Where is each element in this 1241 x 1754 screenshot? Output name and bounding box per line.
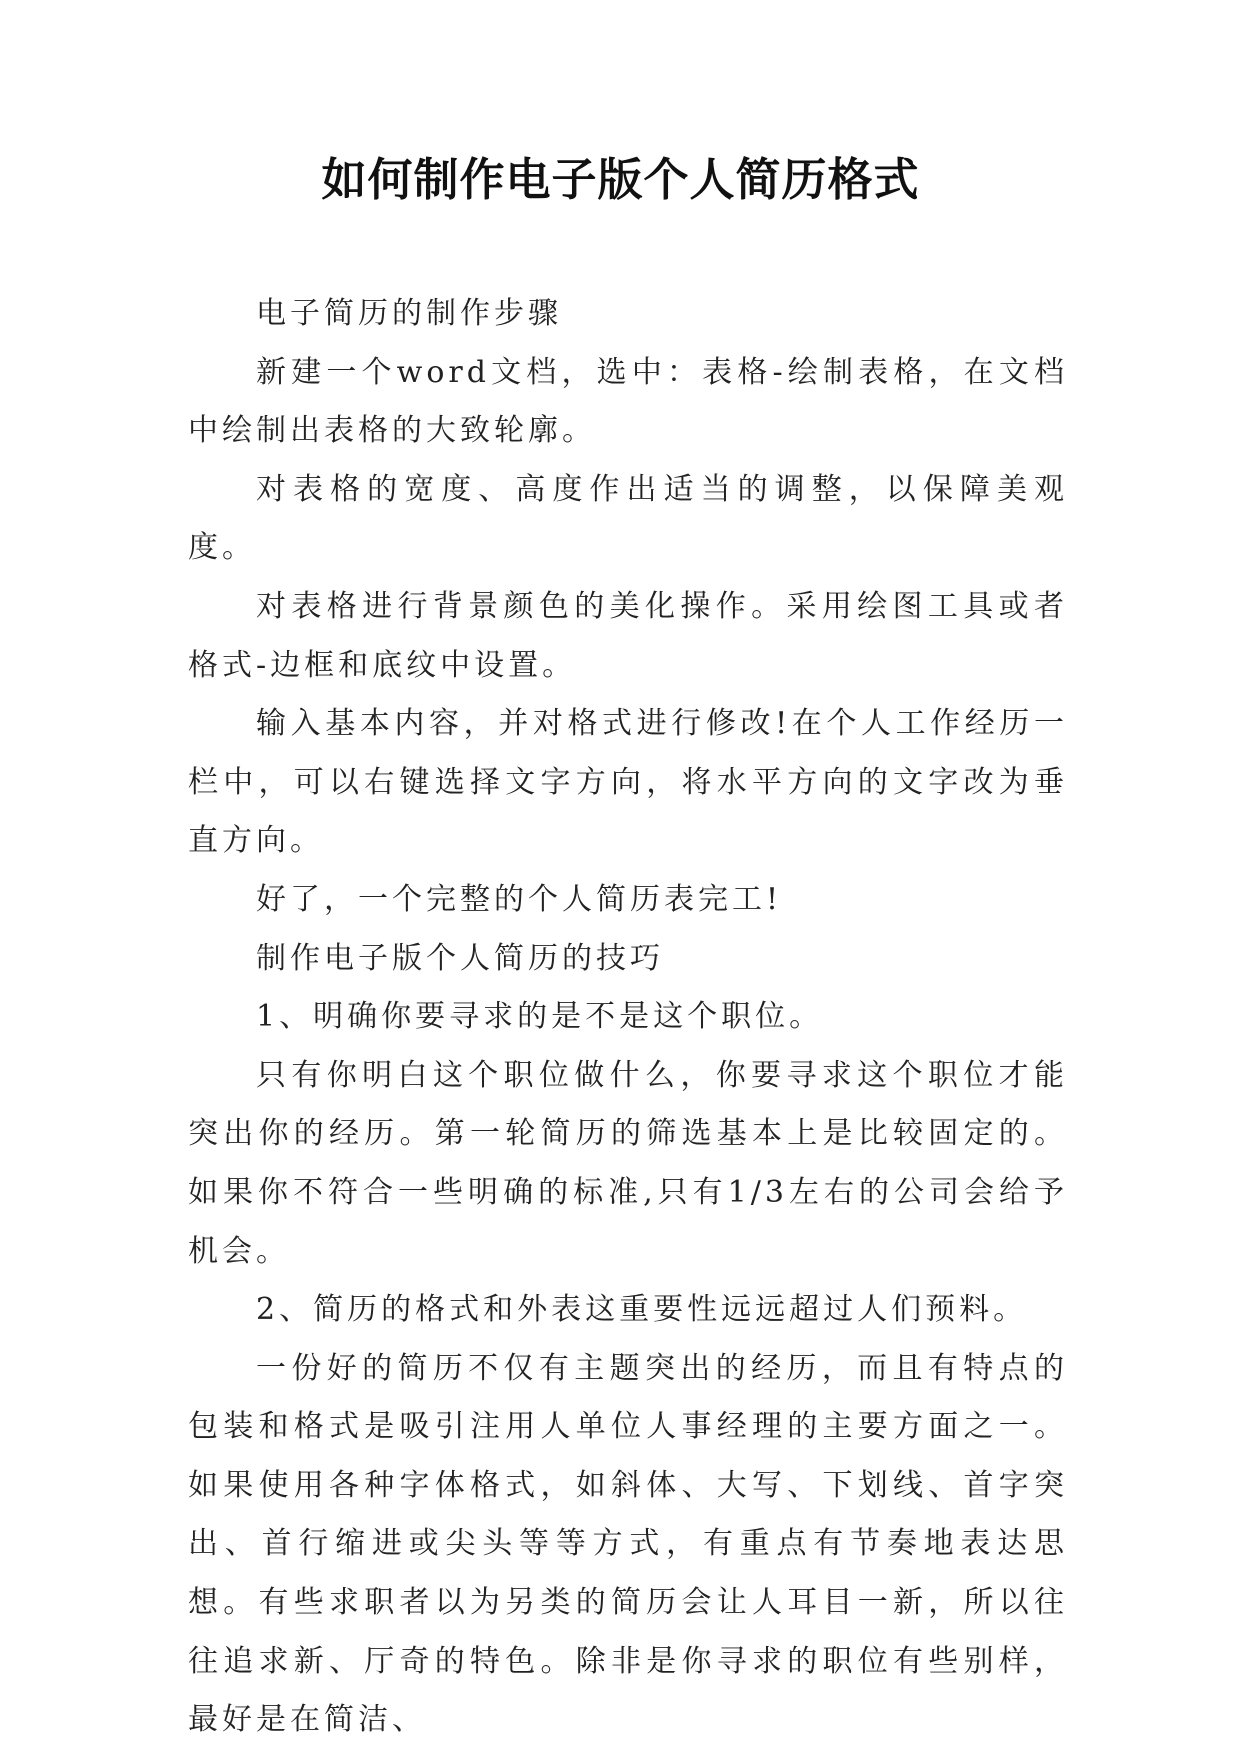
document-title: 如何制作电子版个人简历格式 — [321, 153, 920, 206]
paragraph-step-1: 新建一个word文档，选中：表格-绘制表格，在文档中绘制出表格的大致轮廓。 — [188, 354, 1068, 449]
paragraph-tip-1-heading: 1、明确你要寻求的是不是这个职位。 — [256, 999, 824, 1035]
paragraph-heading-steps: 电子简历的制作步骤 — [256, 296, 562, 331]
paragraph-heading-tips: 制作电子版个人简历的技巧 — [256, 940, 664, 976]
paragraph-step-3: 对表格进行背景颜色的美化操作。采用绘图工具或者格式-边框和底纹中设置。 — [188, 588, 1068, 683]
paragraph-step-5: 好了，一个完整的个人简历表完工! — [256, 881, 783, 917]
paragraph-step-4: 输入基本内容，并对格式进行修改!在个人工作经历一栏中，可以右键选择文字方向，将水平方向的文字改为垂直方向。 — [188, 706, 1068, 859]
paragraph-step-2: 对表格的宽度、高度作出适当的调整，以保障美观度。 — [188, 471, 1068, 566]
paragraph-tip-2-body: 一份好的简历不仅有主题突出的经历，而且有特点的包装和格式是吸引注用人单位人事经理的主要方面之一。如果使用各种字体格式，如斜体、大写、下划线、首字突出、首行缩进或尖头等等方式，有重点有节奏地表达思想。有些求职者以为另类的简历会让人耳目一新，所以往往追求新、厅奇的特色。除非是你寻求的职位有些别样，最好是在简洁、 — [188, 1350, 1068, 1738]
paragraph-tip-2-heading: 2、简历的格式和外表这重要性远远超过人们预料。 — [256, 1292, 1028, 1328]
paragraph-tip-1-body: 只有你明白这个职位做什么，你要寻求这个职位才能突出你的经历。第一轮简历的筛选基本上是比较固定的。如果你不符合一些明确的标准,只有1/3左右的公司会给予机会。 — [188, 1057, 1068, 1269]
document-body — [188, 285, 1068, 1750]
